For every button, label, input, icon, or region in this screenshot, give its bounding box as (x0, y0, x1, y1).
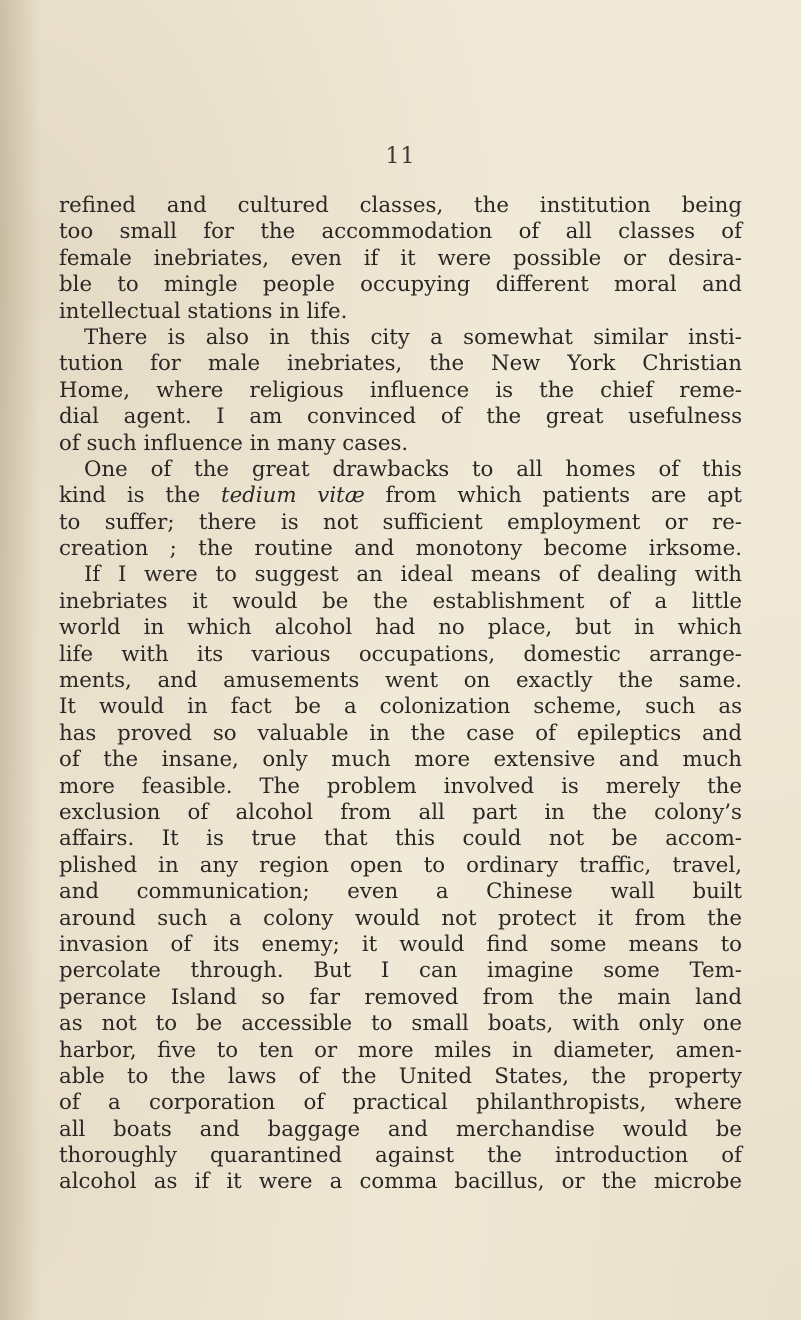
text-line: Home, where religious influence is the chief reme- (59, 377, 742, 403)
text-line: more feasible. The problem involved is merely the (59, 773, 742, 799)
text-line: plished in any region open to ordinary traffic, travel, (59, 852, 742, 878)
text-line: inebriates it would be the establishment of a little (59, 588, 742, 614)
text-line: alcohol as if it were a comma bacillus, or the microbe (59, 1169, 742, 1195)
text-line: refined and cultured classes, the institution being (59, 193, 742, 218)
text-line: to suffer; there is not sufficient employment or re- (59, 509, 742, 535)
text-line: tution for male inebriates, the New York Christian (59, 351, 742, 377)
text-line: life with its various occupations, domestic arrange- (59, 641, 742, 667)
text-line: too small for the accommodation of all classes of (59, 219, 742, 245)
text-line: and communication; even a Chinese wall built (59, 879, 742, 905)
text-line: exclusion of alcohol from all part in the colony’s (59, 799, 742, 825)
text-line: intellectual stations in life. (59, 298, 348, 324)
page-shadow (0, 0, 40, 1320)
page-number: 11 (385, 144, 416, 169)
text-line: perance Island so far removed from the main land (59, 984, 742, 1010)
text-line: as not to be accessible to small boats, with only one (59, 1011, 742, 1037)
italic-phrase: tedium vitæ (221, 483, 365, 509)
text-line: invasion of its enemy; it would find some means to (59, 931, 742, 957)
text-line: percolate through. But I can imagine some Tem- (59, 958, 742, 984)
text-line: has proved so valuable in the case of epileptics and (59, 720, 742, 746)
text-line: all boats and baggage and merchandise would be (59, 1116, 742, 1142)
text-line (59, 483, 742, 509)
text-line: It would in fact be a colonization scheme, such as (59, 694, 742, 720)
text-line: able to the laws of the United States, the property (59, 1063, 742, 1089)
text-line: ble to mingle people occupying different moral and (59, 272, 742, 298)
text-line: One of the great drawbacks to all homes of this (84, 456, 742, 482)
text-line: thoroughly quarantined against the introduction of (59, 1143, 742, 1169)
text-line: of the insane, only much more extensive and much (59, 747, 742, 773)
text-segment: from which patients are apt (364, 483, 742, 509)
text-line: If I were to suggest an ideal means of dealing with (84, 562, 742, 588)
text-line: creation ; the routine and monotony become irksome. (59, 536, 742, 562)
text-line: ments, and amusements went on exactly the same. (59, 668, 742, 694)
text-line: of such influence in many cases. (59, 430, 409, 456)
text-line: of a corporation of practical philanthropists, where (59, 1090, 742, 1116)
text-line: affairs. It is true that this could not be accom- (59, 826, 742, 852)
body-text (59, 193, 742, 1196)
text-line: harbor, five to ten or more miles in diameter, amen- (59, 1037, 742, 1063)
text-line: There is also in this city a somewhat similar insti- (84, 324, 742, 350)
text-line: dial agent. I am convinced of the great usefulness (59, 404, 742, 430)
text-segment: kind is the (59, 483, 222, 509)
text-line: around such a colony would not protect it from the (59, 905, 742, 931)
text-line: female inebriates, even if it were possible or desira- (59, 245, 742, 271)
text-line: world in which alcohol had no place, but in which (59, 615, 742, 641)
